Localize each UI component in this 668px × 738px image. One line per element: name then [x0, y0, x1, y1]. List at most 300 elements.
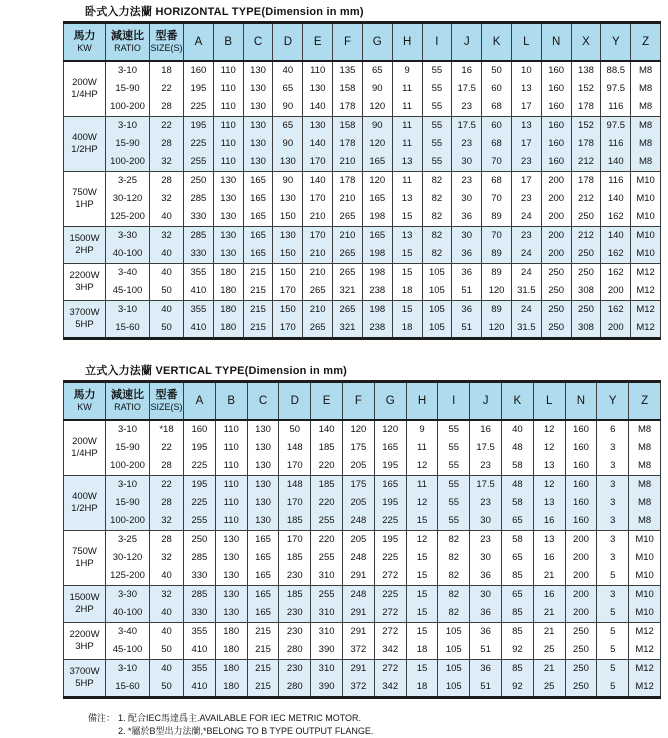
- size-cell: 28: [150, 494, 184, 512]
- dim-cell-n: 160: [565, 457, 597, 476]
- power-group: [64, 623, 661, 660]
- dim-cell-a: 255: [184, 512, 216, 531]
- dim-column-header-f: F: [333, 23, 363, 62]
- dim-cell-h: 9: [406, 420, 438, 439]
- dim-cell-e: 110: [303, 61, 333, 80]
- dim-cell-z: M12: [629, 623, 661, 642]
- dim-cell-y: 3: [597, 549, 629, 567]
- size-cell: 40: [150, 245, 184, 264]
- dim-cell-a: 225: [184, 135, 214, 153]
- dim-cell-i: 82: [422, 245, 452, 264]
- ratio-cell: 100-200: [106, 457, 150, 476]
- ratio-cell: 45-100: [106, 282, 150, 301]
- size-cell: 32: [150, 153, 184, 172]
- dim-cell-e: 220: [311, 457, 343, 476]
- dim-cell-j: 30: [470, 512, 502, 531]
- size-cell: 22: [150, 476, 184, 495]
- dim-cell-i: 105: [438, 623, 470, 642]
- dim-cell-d: 148: [279, 476, 311, 495]
- dim-column-header-k: K: [501, 382, 533, 421]
- footnote-spacer: [88, 725, 118, 738]
- dim-cell-c: 215: [243, 301, 273, 320]
- dim-column-header-i: I: [438, 382, 470, 421]
- dim-cell-l: 25: [533, 641, 565, 660]
- dim-cell-c: 165: [243, 190, 273, 208]
- dim-cell-b: 180: [215, 678, 247, 698]
- dim-cell-j: 16: [452, 61, 482, 80]
- dim-cell-e: 310: [311, 660, 343, 679]
- dim-cell-y: 162: [601, 264, 631, 283]
- power-group: [64, 172, 661, 227]
- dim-cell-l: 21: [533, 567, 565, 586]
- ratio-cell: 15-90: [106, 494, 150, 512]
- power-group: [64, 264, 661, 301]
- ratio-column-header-en: RATIO: [114, 43, 141, 53]
- dim-cell-i: 105: [438, 660, 470, 679]
- dim-cell-d: 130: [273, 227, 303, 246]
- dim-cell-d: 170: [279, 457, 311, 476]
- dim-cell-y: 3: [597, 531, 629, 550]
- dim-cell-e: 170: [303, 227, 333, 246]
- dim-cell-n: 200: [541, 208, 571, 227]
- table-row: [64, 282, 661, 301]
- dim-cell-f: 175: [342, 476, 374, 495]
- dim-cell-d: 170: [273, 319, 303, 339]
- dim-cell-j: 36: [452, 301, 482, 320]
- ratio-column-header: [106, 23, 150, 62]
- table-row: [64, 61, 661, 80]
- dim-cell-a: 355: [184, 301, 214, 320]
- dim-cell-j: 16: [470, 420, 502, 439]
- dim-cell-d: 150: [273, 208, 303, 227]
- dim-cell-j: 23: [452, 98, 482, 117]
- dim-cell-g: 198: [362, 264, 392, 283]
- dim-cell-z: M8: [629, 420, 661, 439]
- dim-cell-b: 130: [213, 245, 243, 264]
- table-row: [64, 208, 661, 227]
- dim-cell-i: 82: [422, 227, 452, 246]
- table-row: [64, 641, 661, 660]
- power-watts: 750W: [72, 187, 97, 198]
- dim-cell-y: 200: [601, 319, 631, 339]
- dim-cell-d: 230: [279, 623, 311, 642]
- dim-cell-c: 215: [247, 678, 279, 698]
- dim-cell-h: 11: [392, 80, 422, 98]
- dim-cell-j: 30: [452, 227, 482, 246]
- dim-cell-z: M10: [629, 586, 661, 605]
- dim-cell-b: 110: [215, 439, 247, 457]
- dim-cell-g: 90: [362, 80, 392, 98]
- dim-cell-x: 250: [571, 264, 601, 283]
- dim-cell-g: 225: [374, 586, 406, 605]
- table-row: [64, 319, 661, 339]
- dim-cell-l: 21: [533, 604, 565, 623]
- dim-cell-f: 205: [342, 531, 374, 550]
- dim-cell-e: 140: [303, 98, 333, 117]
- dim-cell-b: 110: [213, 117, 243, 136]
- dim-cell-y: 3: [597, 457, 629, 476]
- dim-cell-g: 225: [374, 549, 406, 567]
- dim-cell-j: 23: [470, 531, 502, 550]
- dim-column-header-b: B: [215, 382, 247, 421]
- dim-cell-i: 55: [422, 98, 452, 117]
- dim-cell-h: 18: [406, 641, 438, 660]
- power-cell: [64, 172, 106, 227]
- power-group: [64, 476, 661, 531]
- dim-cell-j: 36: [470, 604, 502, 623]
- dim-cell-e: 255: [311, 549, 343, 567]
- dim-cell-i: 55: [438, 494, 470, 512]
- dim-column-header-a: A: [184, 23, 214, 62]
- dim-cell-i: 105: [438, 678, 470, 698]
- dim-cell-c: 130: [247, 512, 279, 531]
- dim-cell-l: 16: [533, 549, 565, 567]
- size-cell: 40: [150, 623, 184, 642]
- dim-cell-e: 310: [311, 623, 343, 642]
- dim-cell-g: 120: [374, 420, 406, 439]
- dim-column-header-y: Y: [597, 382, 629, 421]
- power-watts: 3700W: [69, 666, 100, 677]
- dim-cell-z: M12: [631, 264, 661, 283]
- dim-cell-k: 85: [501, 623, 533, 642]
- dim-cell-c: 215: [247, 660, 279, 679]
- power-hp: 1/4HP: [71, 448, 98, 459]
- power-cell: [64, 420, 106, 476]
- dim-cell-k: 65: [501, 512, 533, 531]
- dim-cell-g: 238: [362, 319, 392, 339]
- dim-cell-n: 250: [541, 319, 571, 339]
- dim-cell-g: 65: [362, 61, 392, 80]
- dim-cell-h: 13: [392, 153, 422, 172]
- dim-cell-h: 18: [406, 678, 438, 698]
- dim-cell-y: 140: [601, 153, 631, 172]
- power-cell: [64, 586, 106, 623]
- header-row: [64, 23, 661, 62]
- dim-cell-x: 250: [571, 245, 601, 264]
- footnote-text: 1. 配合IEC馬達爲主.AVAILABLE FOR IEC METRIC MOTOR.: [118, 713, 362, 723]
- power-watts: 3700W: [69, 307, 100, 318]
- dim-cell-x: 178: [571, 135, 601, 153]
- ratio-column-header: [106, 382, 150, 421]
- dim-cell-j: 51: [470, 641, 502, 660]
- dim-cell-j: 36: [452, 264, 482, 283]
- dim-cell-z: M12: [631, 319, 661, 339]
- dim-cell-d: 90: [273, 172, 303, 191]
- dim-cell-n: 160: [565, 420, 597, 439]
- dim-cell-b: 110: [215, 494, 247, 512]
- dim-cell-b: 130: [213, 227, 243, 246]
- dim-cell-e: 310: [311, 567, 343, 586]
- dim-cell-b: 130: [215, 604, 247, 623]
- kw-column-header: [64, 23, 106, 62]
- dim-cell-i: 105: [422, 282, 452, 301]
- dim-cell-y: 5: [597, 660, 629, 679]
- dim-cell-a: 195: [184, 80, 214, 98]
- dim-cell-f: 372: [342, 678, 374, 698]
- power-cell: [64, 623, 106, 660]
- ratio-cell: 3-10: [106, 117, 150, 136]
- dim-cell-g: 272: [374, 660, 406, 679]
- dim-cell-b: 110: [213, 153, 243, 172]
- dim-cell-n: 200: [565, 531, 597, 550]
- dim-cell-k: 70: [482, 190, 512, 208]
- dim-cell-y: 140: [601, 227, 631, 246]
- dim-cell-a: 250: [184, 172, 214, 191]
- dim-cell-d: 65: [273, 117, 303, 136]
- dim-cell-y: 140: [601, 190, 631, 208]
- power-cell: [64, 301, 106, 339]
- dim-cell-a: 355: [184, 660, 216, 679]
- dim-cell-b: 110: [213, 98, 243, 117]
- dim-cell-e: 210: [303, 208, 333, 227]
- power-cell: [64, 227, 106, 264]
- dim-cell-z: M12: [629, 660, 661, 679]
- dim-cell-x: 178: [571, 98, 601, 117]
- dim-cell-g: 198: [362, 245, 392, 264]
- dim-cell-a: 410: [184, 678, 216, 698]
- dim-cell-i: 82: [438, 586, 470, 605]
- dim-cell-h: 15: [406, 586, 438, 605]
- dim-cell-e: 130: [303, 80, 333, 98]
- dim-cell-a: 285: [184, 227, 214, 246]
- dim-cell-b: 110: [215, 457, 247, 476]
- dim-column-header-i: I: [422, 23, 452, 62]
- dim-cell-j: 51: [452, 282, 482, 301]
- power-watts: 400W: [72, 132, 97, 143]
- dim-cell-y: 116: [601, 172, 631, 191]
- dim-cell-e: 220: [311, 494, 343, 512]
- dim-cell-a: 330: [184, 604, 216, 623]
- dim-cell-a: 330: [184, 208, 214, 227]
- dim-cell-h: 11: [392, 135, 422, 153]
- dim-cell-d: 150: [273, 301, 303, 320]
- dim-cell-g: 195: [374, 457, 406, 476]
- dim-cell-b: 110: [215, 420, 247, 439]
- dim-cell-h: 15: [406, 604, 438, 623]
- dim-cell-e: 170: [303, 153, 333, 172]
- dim-cell-k: 40: [501, 420, 533, 439]
- power-group: [64, 531, 661, 586]
- dim-column-header-a: A: [184, 382, 216, 421]
- dim-cell-h: 13: [392, 190, 422, 208]
- dim-column-header-c: C: [243, 23, 273, 62]
- dim-cell-d: 185: [279, 512, 311, 531]
- dim-cell-h: 15: [406, 549, 438, 567]
- dim-cell-n: 160: [541, 117, 571, 136]
- dim-cell-a: 225: [184, 98, 214, 117]
- ratio-cell: 30-120: [106, 190, 150, 208]
- dim-cell-g: 165: [362, 153, 392, 172]
- dim-cell-x: 178: [571, 172, 601, 191]
- size-cell: 50: [150, 319, 184, 339]
- dim-cell-j: 23: [470, 457, 502, 476]
- size-cell: 32: [150, 586, 184, 605]
- dim-cell-b: 130: [213, 172, 243, 191]
- dim-cell-i: 82: [422, 190, 452, 208]
- dim-cell-z: M10: [629, 549, 661, 567]
- table-header: [64, 382, 661, 421]
- dim-cell-d: 280: [279, 641, 311, 660]
- dim-cell-f: 248: [342, 549, 374, 567]
- ratio-cell: 3-10: [106, 61, 150, 80]
- ratio-cell: 3-25: [106, 531, 150, 550]
- dim-cell-l: 21: [533, 660, 565, 679]
- dim-cell-k: 48: [501, 439, 533, 457]
- dim-cell-l: 23: [511, 153, 541, 172]
- dim-cell-l: 23: [511, 227, 541, 246]
- ratio-cell: 40-100: [106, 604, 150, 623]
- dim-cell-b: 110: [213, 135, 243, 153]
- dim-cell-x: 212: [571, 153, 601, 172]
- dim-cell-k: 65: [501, 586, 533, 605]
- dim-cell-y: 3: [597, 586, 629, 605]
- dim-cell-z: M8: [631, 153, 661, 172]
- horizontal-table-title: 卧式入力法蘭 HORIZONTAL TYPE(Dimension in mm): [85, 6, 364, 18]
- ratio-cell: 15-90: [106, 80, 150, 98]
- dim-cell-l: 21: [533, 623, 565, 642]
- dim-cell-g: 120: [362, 98, 392, 117]
- dim-cell-y: 88.5: [601, 61, 631, 80]
- table-row: [64, 80, 661, 98]
- dim-cell-l: 24: [511, 245, 541, 264]
- dim-cell-c: 165: [247, 586, 279, 605]
- dim-cell-h: 15: [406, 623, 438, 642]
- dim-cell-z: M10: [631, 208, 661, 227]
- horizontal-dimension-table: [63, 21, 661, 340]
- dim-cell-b: 130: [215, 549, 247, 567]
- table-row: [64, 264, 661, 283]
- dim-cell-d: 50: [279, 420, 311, 439]
- dim-cell-n: 200: [541, 190, 571, 208]
- ratio-cell: 3-30: [106, 227, 150, 246]
- dim-column-header-g: G: [362, 23, 392, 62]
- dim-cell-k: 120: [482, 319, 512, 339]
- dim-cell-f: 372: [342, 641, 374, 660]
- dim-cell-l: 13: [511, 117, 541, 136]
- dim-cell-z: M8: [631, 98, 661, 117]
- dim-cell-a: 410: [184, 319, 214, 339]
- power-hp: 1/4HP: [71, 89, 98, 100]
- dim-cell-j: 23: [452, 135, 482, 153]
- dim-cell-i: 105: [422, 301, 452, 320]
- dim-cell-g: 198: [362, 208, 392, 227]
- power-group: [64, 301, 661, 339]
- dim-cell-y: 5: [597, 641, 629, 660]
- dim-cell-x: 212: [571, 227, 601, 246]
- dim-cell-f: 210: [333, 153, 363, 172]
- dim-cell-z: M8: [631, 80, 661, 98]
- dim-cell-c: 130: [247, 476, 279, 495]
- dim-cell-l: 24: [511, 208, 541, 227]
- ratio-cell: 30-120: [106, 549, 150, 567]
- dim-cell-g: 165: [374, 476, 406, 495]
- dim-cell-n: 250: [565, 678, 597, 698]
- table-row: [64, 420, 661, 439]
- dim-cell-j: 17.5: [452, 117, 482, 136]
- dim-cell-f: 178: [333, 98, 363, 117]
- dim-cell-f: 158: [333, 80, 363, 98]
- dim-cell-c: 130: [243, 80, 273, 98]
- dim-cell-g: 198: [362, 301, 392, 320]
- dim-cell-n: 200: [565, 549, 597, 567]
- dim-cell-x: 250: [571, 208, 601, 227]
- dim-cell-y: 97.5: [601, 117, 631, 136]
- power-hp: 1HP: [75, 199, 94, 210]
- size-column-header-zh: 型番: [155, 389, 178, 401]
- dim-cell-b: 180: [213, 282, 243, 301]
- vertical-type-section: [63, 362, 661, 699]
- dim-cell-c: 130: [247, 420, 279, 439]
- dim-cell-g: 238: [362, 282, 392, 301]
- dim-cell-f: 291: [342, 604, 374, 623]
- dim-cell-k: 68: [482, 172, 512, 191]
- dim-cell-c: 130: [247, 439, 279, 457]
- dim-cell-a: 285: [184, 586, 216, 605]
- dim-cell-c: 130: [243, 135, 273, 153]
- dim-cell-l: 17: [511, 172, 541, 191]
- footnote-label: 備注：: [88, 713, 116, 723]
- power-group: [64, 61, 661, 117]
- size-column-header: [150, 23, 184, 62]
- dim-cell-l: 16: [533, 586, 565, 605]
- dim-cell-n: 160: [541, 153, 571, 172]
- dim-cell-n: 200: [541, 227, 571, 246]
- dim-cell-n: 160: [541, 61, 571, 80]
- ratio-cell: 40-100: [106, 245, 150, 264]
- dim-cell-c: 165: [247, 604, 279, 623]
- dim-cell-b: 180: [213, 301, 243, 320]
- ratio-cell: 100-200: [106, 512, 150, 531]
- dim-cell-f: 321: [333, 319, 363, 339]
- dim-cell-f: 248: [342, 512, 374, 531]
- size-cell: 22: [150, 80, 184, 98]
- dim-cell-z: M8: [629, 476, 661, 495]
- dim-cell-j: 36: [452, 208, 482, 227]
- dim-cell-i: 55: [422, 117, 452, 136]
- power-hp: 2HP: [75, 245, 94, 256]
- dim-cell-b: 110: [213, 80, 243, 98]
- dim-column-header-b: B: [213, 23, 243, 62]
- dim-column-header-n: N: [541, 23, 571, 62]
- horizontal-type-section: [63, 3, 661, 340]
- dim-cell-z: M8: [631, 135, 661, 153]
- kw-column-header-zh: 馬力: [73, 389, 96, 401]
- dim-cell-d: 170: [279, 494, 311, 512]
- dim-cell-z: M10: [629, 567, 661, 586]
- power-watts: 2200W: [69, 629, 100, 640]
- dim-cell-k: 70: [482, 153, 512, 172]
- dim-cell-a: 330: [184, 245, 214, 264]
- dim-cell-l: 12: [533, 476, 565, 495]
- dim-cell-y: 3: [597, 439, 629, 457]
- dim-cell-i: 55: [438, 439, 470, 457]
- size-cell: 32: [150, 549, 184, 567]
- size-cell: 32: [150, 512, 184, 531]
- table-row: [64, 567, 661, 586]
- dim-cell-j: 17.5: [470, 476, 502, 495]
- size-cell: *18: [150, 420, 184, 439]
- dim-cell-b: 110: [213, 61, 243, 80]
- power-hp: 3HP: [75, 282, 94, 293]
- power-watts: 750W: [72, 546, 97, 557]
- dim-cell-z: M8: [629, 512, 661, 531]
- dim-cell-d: 148: [279, 439, 311, 457]
- dim-cell-a: 225: [184, 494, 216, 512]
- dim-cell-a: 195: [184, 439, 216, 457]
- table-row: [64, 512, 661, 531]
- dim-cell-f: 265: [333, 264, 363, 283]
- dim-cell-k: 85: [501, 604, 533, 623]
